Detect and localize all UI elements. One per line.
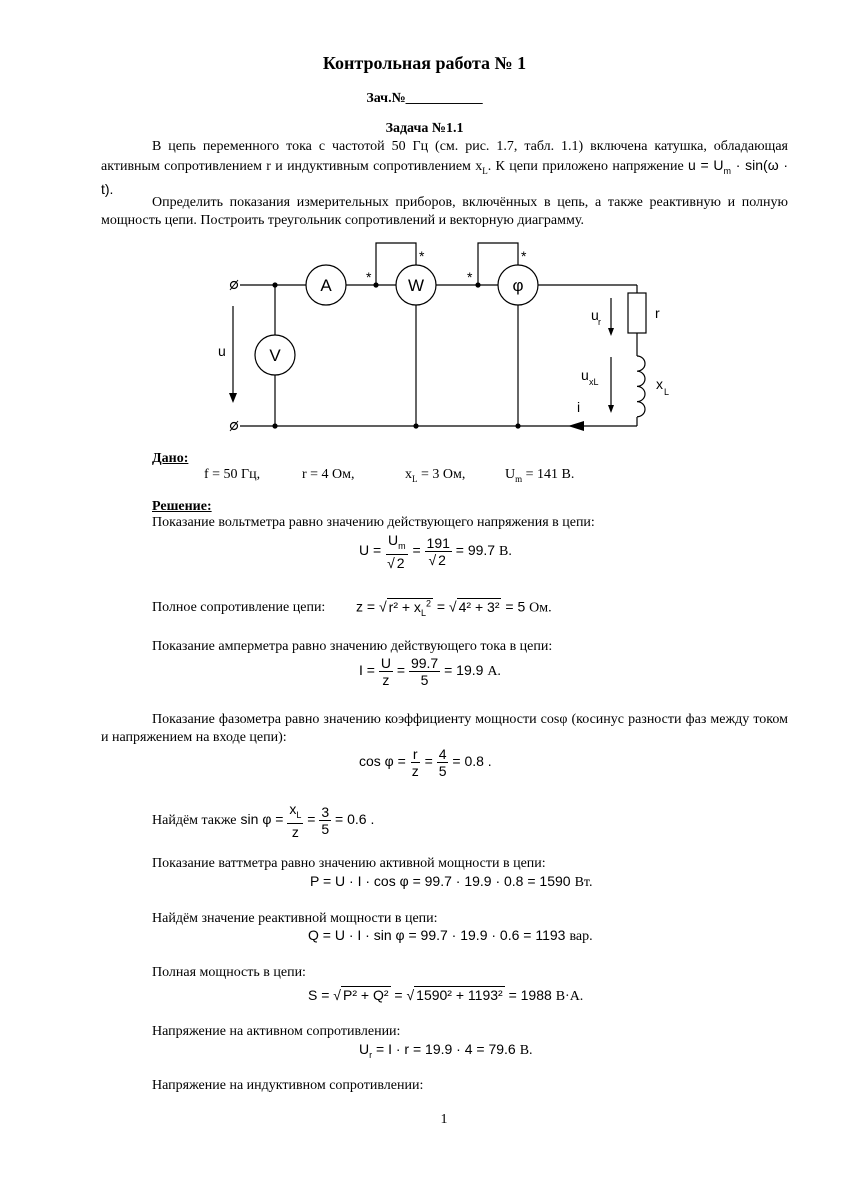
page-title: Контрольная работа № 1 [322, 53, 527, 73]
given-r: r = 4 Ом, [302, 467, 355, 482]
formula-u: U = $\frac{U_m}{√ 2}$ = $\frac{191}{√ 2}$ = 99.7 В. [359, 532, 512, 571]
z-text: Полное сопротивление цепи: [152, 600, 326, 615]
u-label: u [218, 343, 226, 359]
formula-p: P = U · I · cos φ = 99.7 · 19.9 · 0.8 = 1590 Вт. [310, 873, 593, 890]
uxl-label-sub: xL [589, 377, 599, 387]
r-label: r [655, 305, 660, 321]
given-f: f = 50 Гц, [204, 467, 261, 482]
i-label: i [577, 399, 581, 415]
q-text: Найдём значение реактивной мощности в цепи: [152, 911, 438, 926]
formula-i: I = $\frac{U}{z}$ = $\frac{99.7}{5}$ = 19.9 А. [359, 655, 501, 688]
voltmeter-text: Показание вольтметра равно значению действующего напряжения в цепи: [152, 515, 595, 530]
s-text: Полная мощность в цепи: [152, 965, 306, 980]
ur-label-sub: r [598, 317, 601, 327]
star-w-current: * [366, 269, 372, 285]
star-phi-current: * [467, 269, 473, 285]
formula-q: Q = U · I · sin φ = 99.7 · 19.9 · 0.6 = 1193 вар. [308, 927, 593, 944]
ammeter-text: Показание амперметра равно значению действующего тока в цепи: [152, 639, 553, 654]
given-heading: Дано: [152, 451, 189, 466]
ammeter-label: A [320, 276, 332, 295]
formula-s: S = √ P² + Q² = √ 1590² + 1193² = 1988 В·А. [308, 987, 584, 1004]
xl-label-sub: L [664, 387, 670, 397]
voltmeter-label: V [269, 346, 281, 365]
current-arrow [568, 421, 584, 431]
formula-cos: cos φ = $\frac{r}{z}$ = $\frac{4}{5}$ = 0.8 . [359, 746, 492, 779]
phasemeter-label: φ [512, 276, 524, 295]
ur-label: u [591, 307, 599, 323]
page-number: 1 [440, 1112, 448, 1127]
resistor-r [628, 293, 646, 333]
star-w-voltage: * [419, 248, 425, 264]
given-xl: $x_L = 3$ Ом, [405, 467, 466, 484]
formula-sin: Найдём также sin φ = $\frac{x_L}{z}$ = $\frac{3}{5}$ = 0.6 . [152, 801, 375, 840]
ul-text: Напряжение на индуктивном сопротивлении: [152, 1078, 424, 1093]
uxl-label: u [581, 367, 589, 383]
formula-ur: $U_r = I \cdot r = 19.9 \cdot 4 = 79.6$ В. [359, 1041, 533, 1060]
phase-text: Показание фазометра равно значению коэффициенту мощности cosφ (косинус разности фаз между током и напряжением на входе цепи): [101, 712, 788, 745]
problem-paragraph-2: Определить показания измерительных приборов, включённых в цепь, а также реактивную и полную мощность цепи. Построить треугольник сопротивлений и векторную диаграмму. [101, 195, 788, 228]
formula-z: z = √ $r^2 + x_L^2$ = √ 4² + 3² = 5 Ом. [356, 598, 552, 618]
record-book-number: Зач.№___________ [366, 91, 483, 106]
given-um: $U_m = 141$ В. [505, 467, 575, 484]
problem-paragraph-1: В цепь переменного тока с частотой 50 Гц (см. рис. 1.7, табл. 1.1) включена катушка, обладающая активным сопротивлением r и индуктивным сопротивлением $x_L$. К цепи приложено напряжение $u = U_m \cdot \sin(\omega \cdot t)$. [101, 139, 788, 197]
star-phi-voltage: * [521, 248, 527, 264]
task-title: Задача №1.1 [385, 121, 464, 136]
ur-text: Напряжение на активном сопротивлении: [152, 1024, 401, 1039]
circuit-diagram [0, 0, 849, 450]
watt-text: Показание ваттметра равно значению активной мощности в цепи: [152, 856, 546, 871]
solution-heading: Решение: [152, 499, 212, 514]
wattmeter-label: W [407, 276, 425, 295]
xl-label: x [656, 376, 663, 392]
voltage-formula: $u = U_m \cdot \sin(\omega \cdot t)$. [101, 157, 788, 197]
